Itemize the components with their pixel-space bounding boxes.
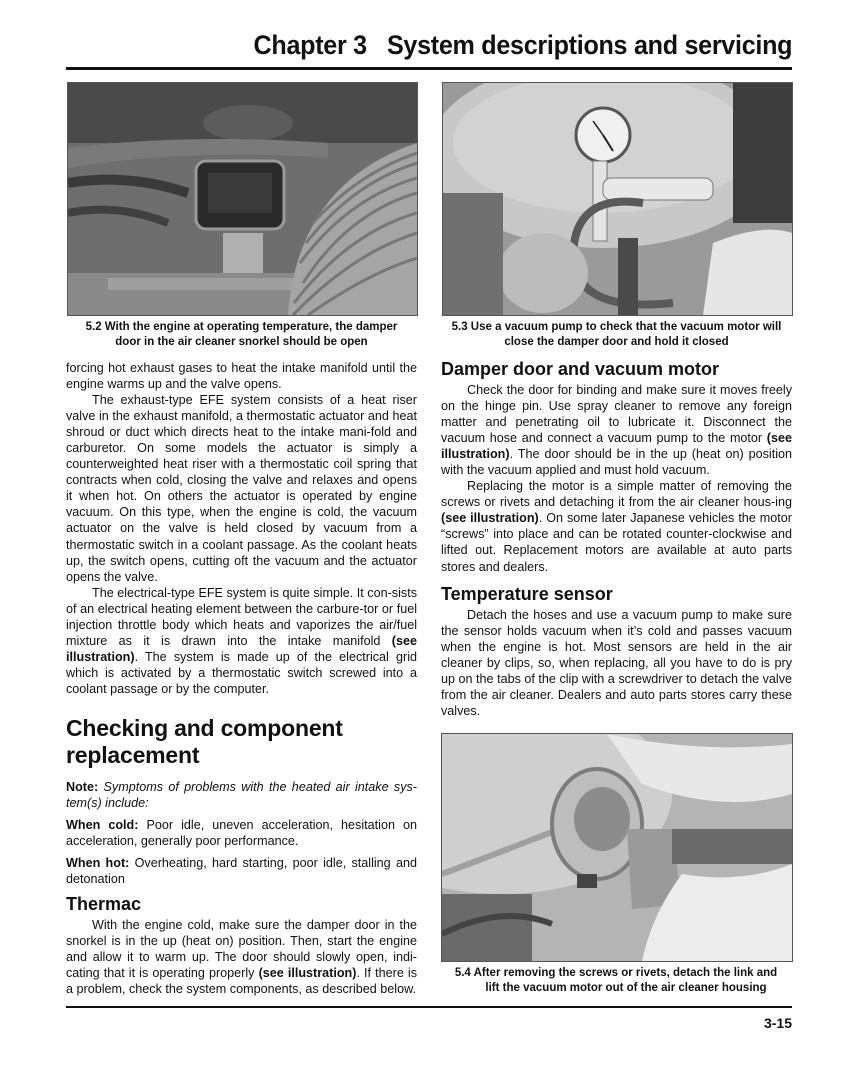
note-paragraph [66, 779, 417, 811]
caption-line: close the damper door and hold it closed [504, 336, 729, 348]
body-paragraph [66, 917, 417, 997]
body-paragraph: Detach the hoses and use a vacuum pump to make sure the sensor holds vacuum when it’s cold and passes vacuum when the engine is hot. Most sensors are held in the air cleaner by clips, so, when replacing, all you have to do is pry up on the tabs of the clip with a screwdriver to detach the valve from the air cleaner. Dealers and auto parts stores carry these valves. [441, 607, 792, 718]
figure-5-3-caption [440, 320, 793, 350]
text: The electrical-type EFE system is quite simple. It con-sists of an electrical heating element between the carbure-tor or fuel injection throttle body which heats and vaporizes the air/fuel mixture as it is drawn into the intake manifold [66, 585, 417, 648]
body-paragraph [66, 585, 417, 697]
body-paragraph [441, 382, 792, 478]
subsection-heading: Temperature sensor [441, 583, 613, 604]
text: Check the door for binding and make sure it moves freely on the hinge pin. Use spray cleaner to remove any foreign matter and penetrating oil to lubricate it. Disconnect the vacuum hose and connect a vacuum pump to the motor [441, 383, 792, 446]
note-label: Note: [66, 779, 99, 794]
symptom-hot [66, 855, 417, 887]
figure-5-4-photo [441, 733, 793, 962]
header-rule [66, 67, 792, 70]
footer-rule [66, 1006, 792, 1008]
caption-line: lift the vacuum motor out of the air cleaner housing [485, 982, 767, 994]
text: . The door should be in the up (heat on) position with the vacuum applied and must hold vacuum. [441, 447, 792, 478]
section-heading: Checking and component replacement [66, 714, 343, 768]
body-paragraph: forcing hot exhaust gases to heat the intake manifold until the engine warms up and the valve opens. [66, 361, 417, 392]
see-illustration-ref: (see illustration) [258, 966, 357, 981]
caption-line: 5.4 After removing the screws or rivets, detach the link and [454, 967, 778, 979]
page-number: 3-15 [763, 1015, 792, 1031]
cold-text: Poor idle, uneven acceleration, hesitation on acceleration, generally poor performance. [66, 818, 418, 849]
see-illustration-ref: (see illustration) [66, 633, 417, 664]
hot-label: When hot: [66, 856, 130, 871]
body-paragraph: The exhaust-type EFE system consists of a heat riser valve in the exhaust manifold, a thermostatic actuator and heat shroud or duct which directs heat to the intake mani-fold and carburetor. On some models the actuator is simply a counterweighted heat riser with a thermostatic coil spring that contracts when cold, closing the valve and relaxes and opens it when hot. On others the actuator is operated by engine vacuum. On this type, when the engine is cold, the vacuum actuator on the valve is held closed by vacuum from a thermostatic switch in a coolant passage. As the coolant heats up, the switch opens, cutting oft the vacuum and the actuator opens the valve. [66, 393, 417, 584]
text: With the engine cold, make sure the damper door in the snorkel is in the up (heat on) position. Then, start the engine and allow it to warm up. The door should slowly open, indi-cating that it is operating properly [66, 918, 417, 981]
symptom-cold [66, 817, 417, 849]
text: Replacing the motor is a simple matter of removing the screws or rivets and detaching it from the air cleaner hous-ing [441, 479, 792, 510]
caption-line: door in the air cleaner snorkel should be open [115, 336, 368, 348]
caption-line: 5.2 With the engine at operating temperature, the damper [85, 321, 398, 333]
hot-text: Overheating, hard starting, poor idle, stalling and detonation [66, 856, 417, 887]
subsection-heading: Damper door and vacuum motor [441, 359, 720, 379]
text: . If there is a problem, check the system components, as described below. [66, 966, 418, 997]
text: . The system is made up of the electrical grid which is activated by a thermostatic switch screwed into a coolant passage or by the computer. [66, 649, 417, 696]
figure-5-3-photo [442, 82, 793, 316]
subsection-heading: Thermac [66, 894, 142, 915]
figure-5-4-caption [441, 966, 791, 996]
chapter-title: Chapter 3 System descriptions and servicing [253, 30, 792, 60]
caption-line: 5.3 Use a vacuum pump to check that the vacuum motor will [451, 321, 782, 333]
note-text: Symptoms of problems with the heated air intake sys-tem(s) include: [66, 779, 417, 811]
left-column [66, 360, 417, 998]
figure-5-2-photo [67, 82, 418, 316]
right-column [441, 358, 792, 719]
see-illustration-ref: (see illustration) [441, 511, 539, 526]
body-paragraph [441, 478, 792, 574]
cold-label: When cold: [66, 818, 139, 833]
figure-5-2-caption [67, 320, 416, 350]
text: . On some later Japanese vehicles the motor “screws” into place and can be rotated counter-clockwise and lifted out. Replacement motors are available at auto parts stores and dealers. [441, 511, 792, 574]
see-illustration-ref: (see illustration) [441, 431, 792, 462]
